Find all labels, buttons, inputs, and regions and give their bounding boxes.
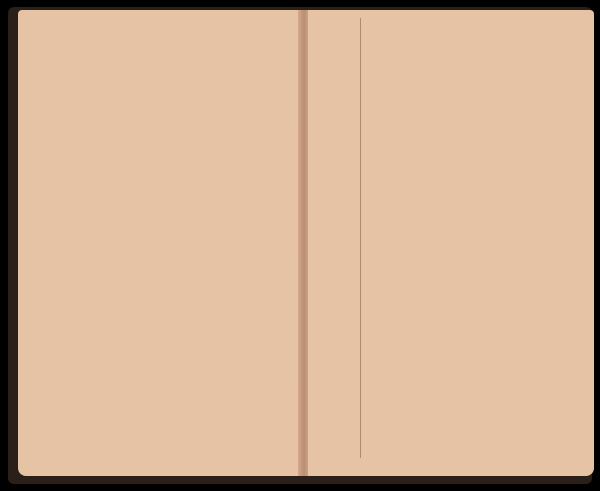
recipient-cell	[532, 338, 546, 458]
date-cell	[74, 120, 88, 270]
sender-cell	[498, 282, 512, 332]
recipient-cell	[200, 338, 214, 458]
recipient-cell	[236, 338, 250, 458]
date-cell	[532, 120, 546, 270]
recipient-cell	[549, 338, 563, 458]
date-cell	[56, 120, 70, 270]
sender-cell	[146, 282, 160, 332]
recipient-cell	[128, 338, 142, 458]
ledger-column-right	[413, 38, 427, 458]
ledger-column-right	[515, 38, 529, 458]
source-cell	[566, 38, 580, 108]
sender-cell	[566, 282, 580, 332]
date-cell	[38, 120, 52, 270]
sender-cell	[182, 282, 196, 332]
source-cell	[146, 38, 160, 108]
ledger-column-right	[396, 38, 410, 458]
sender-cell	[218, 282, 232, 332]
date-cell	[218, 120, 232, 270]
sender-cell	[362, 282, 376, 332]
ledger-column-right	[447, 38, 461, 458]
date-cell	[272, 120, 286, 270]
recipient-cell	[481, 338, 495, 458]
ledger-column-left	[164, 38, 178, 458]
source-cell	[182, 38, 196, 108]
source-cell	[200, 38, 214, 108]
date-cell	[254, 120, 268, 270]
sender-cell	[272, 282, 286, 332]
sender-cell	[92, 282, 106, 332]
source-cell	[38, 38, 52, 108]
source-cell	[515, 38, 529, 108]
source-cell	[345, 38, 359, 108]
recipient-cell	[74, 338, 88, 458]
recipient-cell	[164, 338, 178, 458]
sender-cell	[549, 282, 563, 332]
source-cell	[498, 38, 512, 108]
ledger-column-right	[362, 38, 376, 458]
ledger-column-left	[128, 38, 142, 458]
date-cell	[92, 120, 106, 270]
recipient-cell	[464, 338, 478, 458]
ledger-column-right	[464, 38, 478, 458]
source-cell	[218, 38, 232, 108]
date-cell	[200, 120, 214, 270]
date-cell	[110, 120, 124, 270]
sender-cell	[110, 282, 124, 332]
source-cell	[272, 38, 286, 108]
date-cell	[430, 120, 444, 270]
source-cell	[481, 38, 495, 108]
source-cell	[430, 38, 444, 108]
ledger-column-left	[218, 38, 232, 458]
ledger-column-right	[379, 38, 393, 458]
source-cell	[362, 38, 376, 108]
recipient-cell	[254, 338, 268, 458]
date-cell	[345, 120, 359, 270]
source-cell	[164, 38, 178, 108]
date-cell	[182, 120, 196, 270]
sender-cell	[413, 282, 427, 332]
ledger-column-left	[92, 38, 106, 458]
source-cell	[92, 38, 106, 108]
ledger-column-right	[566, 38, 580, 458]
running-head	[316, 120, 330, 270]
recipient-cell	[110, 338, 124, 458]
source-cell	[396, 38, 410, 108]
date-cell	[481, 120, 495, 270]
ledger-column-right	[430, 38, 444, 458]
source-cell	[532, 38, 546, 108]
ledger-column-right	[345, 38, 359, 458]
recipient-cell	[396, 338, 410, 458]
ledger-column-left	[38, 38, 52, 458]
recipient-cell	[515, 338, 529, 458]
sender-cell	[74, 282, 88, 332]
ledger-column-left	[182, 38, 196, 458]
source-cell	[236, 38, 250, 108]
recipient-cell	[345, 338, 359, 458]
date-cell	[379, 120, 393, 270]
ledger-column-right	[481, 38, 495, 458]
ledger-column-left	[56, 38, 70, 458]
sender-cell	[254, 282, 268, 332]
source-cell	[254, 38, 268, 108]
date-cell	[146, 120, 160, 270]
sender-cell	[128, 282, 142, 332]
ledger-column-right	[498, 38, 512, 458]
source-cell	[413, 38, 427, 108]
right-page	[308, 10, 594, 476]
date-cell	[236, 120, 250, 270]
ledger-column-right	[549, 38, 563, 458]
sender-cell	[396, 282, 410, 332]
recipient-cell	[566, 338, 580, 458]
recipient-cell	[92, 338, 106, 458]
sender-cell	[38, 282, 52, 332]
recipient-cell	[447, 338, 461, 458]
date-cell	[566, 120, 580, 270]
ledger-column-right	[532, 38, 546, 458]
source-cell	[74, 38, 88, 108]
source-cell	[379, 38, 393, 108]
sender-cell	[236, 282, 250, 332]
date-cell	[396, 120, 410, 270]
source-cell	[549, 38, 563, 108]
source-cell	[110, 38, 124, 108]
book-spread	[8, 7, 592, 484]
sender-cell	[345, 282, 359, 332]
recipient-cell	[38, 338, 52, 458]
sender-cell	[464, 282, 478, 332]
date-cell	[549, 120, 563, 270]
recipient-cell	[362, 338, 376, 458]
ledger-column-left	[236, 38, 250, 458]
sender-cell	[532, 282, 546, 332]
date-cell	[164, 120, 178, 270]
column-divider-rule	[360, 18, 361, 458]
recipient-cell	[56, 338, 70, 458]
date-cell	[362, 120, 376, 270]
recipient-cell	[413, 338, 427, 458]
ledger-column-left	[110, 38, 124, 458]
recipient-cell	[146, 338, 160, 458]
date-cell	[413, 120, 427, 270]
source-cell	[464, 38, 478, 108]
left-page	[18, 10, 304, 476]
ledger-column-left	[254, 38, 268, 458]
recipient-cell	[430, 338, 444, 458]
source-cell	[56, 38, 70, 108]
sender-cell	[56, 282, 70, 332]
recipient-cell	[272, 338, 286, 458]
date-cell	[464, 120, 478, 270]
running-head-column	[316, 38, 330, 458]
source-cell	[128, 38, 142, 108]
ledger-column-left	[146, 38, 160, 458]
sender-cell	[447, 282, 461, 332]
date-cell	[447, 120, 461, 270]
sender-cell	[481, 282, 495, 332]
recipient-cell	[379, 338, 393, 458]
recipient-cell	[182, 338, 196, 458]
recipient-cell	[218, 338, 232, 458]
sender-cell	[200, 282, 214, 332]
date-cell	[128, 120, 142, 270]
sender-cell	[164, 282, 178, 332]
ledger-column-left	[200, 38, 214, 458]
date-cell	[498, 120, 512, 270]
sender-cell	[430, 282, 444, 332]
recipient-cell	[498, 338, 512, 458]
date-cell	[515, 120, 529, 270]
sender-cell	[515, 282, 529, 332]
ledger-column-left	[272, 38, 286, 458]
sender-cell	[379, 282, 393, 332]
ledger-column-left	[74, 38, 88, 458]
source-cell	[447, 38, 461, 108]
